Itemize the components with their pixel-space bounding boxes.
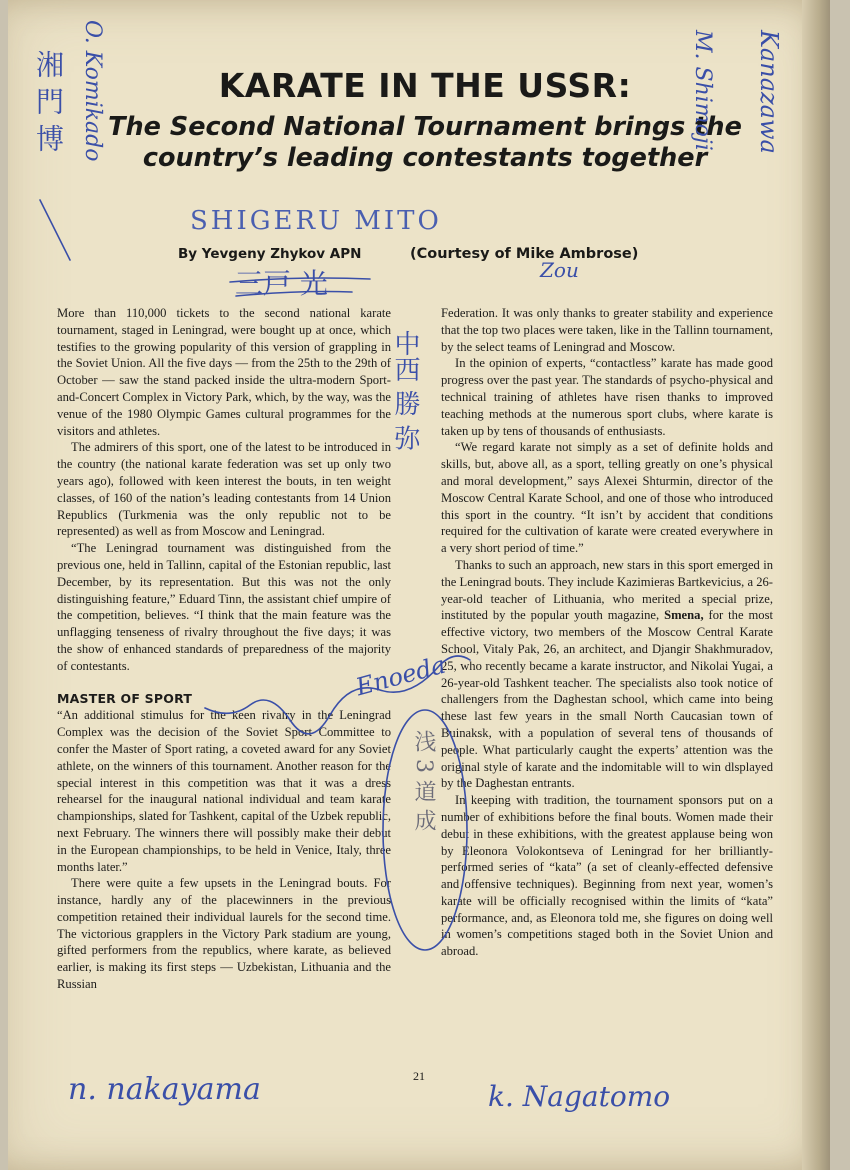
signature-kanazawa: Kanazawa xyxy=(755,30,783,154)
paragraph: “An additional stimulus for the keen rivalry in the Leningrad Complex was the decision of the Soviet Sport Committee to confer the Master of Sport rating, a coveted award for any Soviet athlete, on the winners of this tournament. Another reason for the special interest in this competition was that it was a dress rehearsel for the inaugural national individual and team karate championships, slated for Tashkent, capital of the Uzbek republic, next February. The winners there will possibly make their debut in the European championships, to be held in Venice, Italy, three months later.” xyxy=(57,708,391,874)
courtesy-line: (Courtesy of Mike Ambrose) xyxy=(410,246,639,262)
ink-stroke xyxy=(230,278,370,282)
paragraph: “We regard karate not simply as a set of definite holds and skills, but, above all, as a sport, telling greatly on one’s physical and moral development,” says Alexei Shturmin, director of the Moscow Central Karate School, and one of those who introduced this sport in the country. “It isn’t by accident that conditions required for the cultivation of karate were created everywhere in a very short period of time.” xyxy=(441,440,773,556)
paragraph: The admirers of this sport, one of the latest to be introduced in the country (the national karate federation was set up only two years ago), followed with keen interest the bouts, in ten weight classes, of 160 of the nation’s leading contestants from 14 Union Republics (Turkmenia was the only republic not to be represented) as well as from Moscow and Leningrad. xyxy=(57,440,391,539)
article-subtitle: The Second National Tournament brings the country’s leading contestants together xyxy=(108,112,742,173)
ink-stroke xyxy=(40,200,70,260)
kanji-signature-mito: 三戸 光 xyxy=(235,267,328,300)
author-byline: By Yevgeny Zhykov APN xyxy=(178,246,362,262)
paragraph-continuation: Federation. It was only thanks to greater stability and experience that the top two places were taken, like in the Tallinn tournament, by the select teams of Leningrad and Moscow. xyxy=(441,306,773,354)
ink-stroke xyxy=(205,656,470,734)
signature-shimoji: M. Shimoji xyxy=(690,30,715,151)
signature-nakayama: n. nakayama xyxy=(68,1072,261,1107)
signature-enoeda: Enoeda xyxy=(352,650,449,702)
paragraph: In keeping with tradition, the tournament sponsors put on a number of exhibitions before the final bouts. Women made their debut in these exhibitions, with the greatest applause being won by Eleonora Volokontseva of Leningrad for her brilliantly-performed series of “kata” (a set of cleanly-effected defensive and offensive techniques). Beginning from next year, women’s karate will be officially recognised within the limits of “kata” performance, and, as Eleonora told me, she figures on doing well in women’s competitions staged both in the Soviet Union and abroad. xyxy=(441,793,773,959)
kanji-signature-column: 中西 勝 弥 xyxy=(390,330,420,451)
paragraph: More than 110,000 tickets to the second national karate tournament, staged in Leningrad, were bought up at once, which testifies to the growing popularity of this version of grappling in the Soviet Union. All the five days — from the 25th to the 29th of October — saw the stand packed inside the ultra-modern Sport-and-Concert Complex in Victory Park, which, by the way, was the venue of the 1980 Olympic Games cultural programmes for the visitors and athletes. xyxy=(57,306,391,438)
section-heading: MASTER OF SPORT xyxy=(57,690,193,706)
kanji-signature-circled: 浅 3 道 成 xyxy=(411,730,436,831)
article-title: KARATE IN THE USSR: xyxy=(218,66,632,105)
kanji-signature-left: 湘 門 博 xyxy=(32,50,65,152)
magazine-name: Smena, xyxy=(664,608,704,623)
signature-komikado: O. Komikado xyxy=(80,20,105,162)
signature-shigeru-mito: SHIGERU MITO xyxy=(190,206,442,236)
paragraph-text: Thanks to such an approach, new stars in this sport emerged in the Leningrad bouts. They include Kazimieras Bartkevicius, a 26-year-old teacher of Lithuania, who merited a special prize, instituted by the popular youth magazine, xyxy=(441,557,774,623)
paragraph: In the opinion of experts, “contactless” karate has made good progress over the past year. The standards of psycho-physical and technical training of athletes have risen thanks to improved teaching methods at the numerous sport clubs, where karate is taken up by tens of thousands of enthusiasts. xyxy=(441,356,773,438)
signature-zou: Zou xyxy=(540,258,579,282)
signature-nagatomo: k. Nagatomo xyxy=(488,1080,671,1113)
page-number: 21 xyxy=(413,1069,425,1083)
ink-circle xyxy=(383,710,467,950)
paragraph: “The Leningrad tournament was distinguished from the previous one, held in Tallinn, capital of the Estonian republic, last December, by its representation. But this was not the only distinguishing feature,” Eduard Tinn, the assistant chief umpire of the competition, believes. “I think that the main feature was the unflagging tenseness of rivalry throughout the five days; it was the show of enhanced standards of preparedness of the majority of contestants. xyxy=(57,541,391,673)
ink-stroke xyxy=(236,292,352,297)
paragraph-text: for the most effective victory, two members of the Moscow Central Karate School, Vitaly Pak, 26, an architect, and Djangir Shakhmuradov, 25, who recently became a karate instructor, and Nikolai Yugai, a 26-year-old Tashkent teacher. The specialists also took notice of challengers from the Daghestan school, which came into being these last few years in the small North Caucasian town of Buinaksk, with a population of several tens of thousands of people. What particularly caught the experts’ attention was the original style of karate and the indomitable will to win dlsplayed by the Daghestan entrants. xyxy=(441,608,773,791)
paragraph: There were quite a few upsets in the Leningrad bouts. For instance, hardly any of the placewinners in the previous competition retained their individual laurels for the second time. The victorious grapplers in the Victory Park stadium are young, gifted performers from the republics, where karate, as believed earlier, is making its first steps — Uzbekistan, Lithuania and the Russian xyxy=(57,876,391,992)
